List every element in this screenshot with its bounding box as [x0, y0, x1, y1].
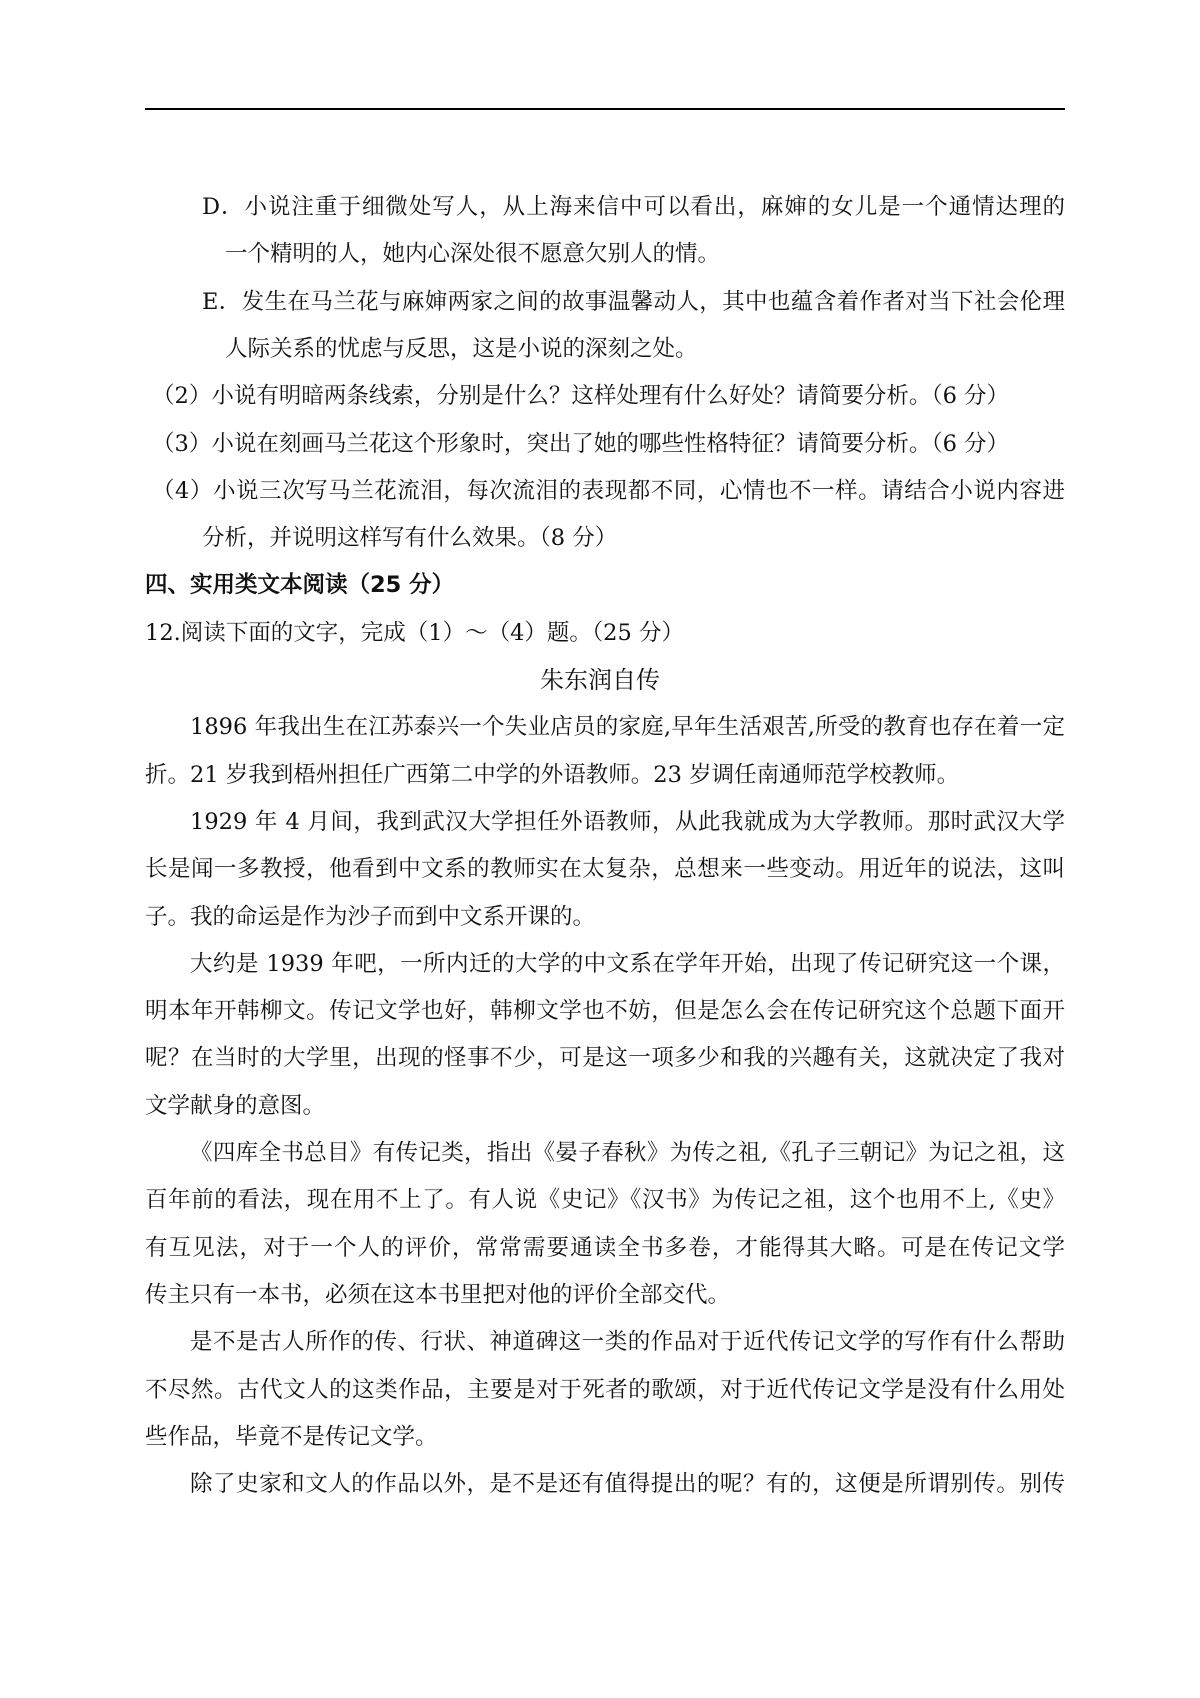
article-paragraph-line: 不尽然。古代文人的这类作品，主要是对于死者的歌颂，对于近代传记文学是没有什么用处: [145, 1376, 1065, 1403]
article-paragraph-line: 百年前的看法，现在用不上了。有人说《史记》《汉书》为传记之祖，这个也用不上,《史》: [145, 1187, 1065, 1214]
option-e-line: E．发生在马兰花与麻婶两家之间的故事温馨动人，其中也蕴含着作者对当下社会伦理: [202, 288, 1065, 315]
article-paragraph-line: 子。我的命运是作为沙子而到中文系开课的。: [145, 903, 596, 930]
option-d-line: 一个精明的人，她内心深处很不愿意欠别人的情。: [225, 241, 721, 268]
sub-question-line: 分析，并说明这样写有什么效果。（8 分）: [202, 525, 618, 552]
option-e-line: 人际关系的忧虑与反思，这是小说的深刻之处。: [225, 335, 698, 362]
article-paragraph-line: 有互见法，对于一个人的评价，常常需要通读全书多卷，才能得其大略。可是在传记文学: [145, 1234, 1065, 1261]
header-rule: [145, 108, 1065, 110]
article-paragraph-line: 传主只有一本书，必须在这本书里把对他的评价全部交代。: [145, 1281, 731, 1308]
article-paragraph-line: 1896 年我出生在江苏泰兴一个失业店员的家庭,早年生活艰苦,所受的教育也存在着一定: [190, 714, 1065, 741]
article-paragraph-line: 折。21 岁我到梧州担任广西第二中学的外语教师。23 岁调任南通师范学校教师。: [145, 761, 960, 788]
article-paragraph-line: 长是闻一多教授，他看到中文系的教师实在太复杂，总想来一些变动。用近年的说法，这叫: [145, 856, 1065, 883]
sub-question-line: （2）小说有明暗两条线索，分别是什么？这样处理有什么好处？请简要分析。（6 分）: [152, 383, 1010, 410]
article-paragraph-line: 除了史家和文人的作品以外，是不是还有值得提出的呢？有的，这便是所谓别传。别传: [190, 1471, 1065, 1498]
article-paragraph-line: 文学献身的意图。: [145, 1092, 326, 1119]
sub-question-line: （3）小说在刻画马兰花这个形象时，突出了她的哪些性格特征？请简要分析。（6 分）: [152, 430, 1010, 457]
article-paragraph-line: 些作品，毕竟不是传记文学。: [145, 1423, 438, 1450]
article-title: 朱东润自传: [540, 666, 660, 694]
article-paragraph-line: 明本年开韩柳文。传记文学也好，韩柳文学也不妨，但是怎么会在传记研究这个总题下面开: [145, 998, 1065, 1025]
article-paragraph-line: 呢？在当时的大学里，出现的怪事不少，可是这一项多少和我的兴趣有关，这就决定了我对: [145, 1045, 1065, 1072]
section-heading: 四、实用类文本阅读（25 分）: [145, 572, 455, 599]
article-paragraph-line: 1929 年 4 月间，我到武汉大学担任外语教师，从此我就成为大学教师。那时武汉大学: [190, 808, 1065, 835]
article-paragraph-line: 是不是古人所作的传、行状、神道碑这一类的作品对于近代传记文学的写作有什么帮助: [190, 1329, 1065, 1356]
option-d-line: D．小说注重于细微处写人，从上海来信中可以看出，麻婶的女儿是一个通情达理的: [202, 194, 1065, 220]
sub-question-line: （4）小说三次写马兰花流泪，每次流泪的表现都不同，心情也不一样。请结合小说内容进: [152, 477, 1065, 504]
article-paragraph-line: 《四库全书总目》有传记类，指出《晏子春秋》为传之祖,《孔子三朝记》为记之祖，这: [190, 1140, 1065, 1166]
question-12-prompt: 12.阅读下面的文字，完成（1）～（4）题。（25 分）: [145, 619, 684, 646]
article-paragraph-line: 大约是 1939 年吧，一所内迁的大学的中文系在学年开始，出现了传记研究这一个课，: [190, 950, 1065, 977]
